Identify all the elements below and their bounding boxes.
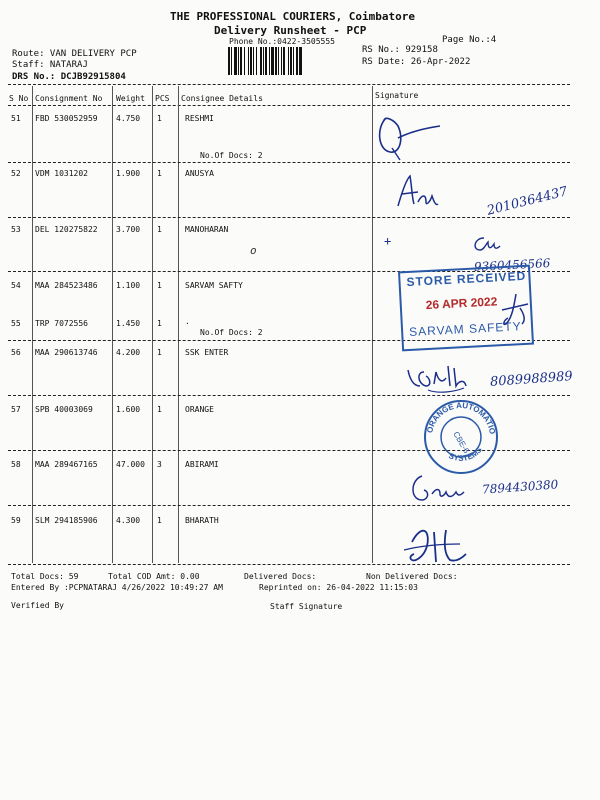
signature-scribble	[498, 290, 534, 330]
col-divider	[178, 86, 179, 563]
total-cod: Total COD Amt: 0.00	[108, 572, 200, 581]
phone-number: Phone No.:0422-3505555	[229, 37, 335, 46]
delivered-docs: Delivered Docs:	[244, 572, 317, 581]
row-pcs: 1	[157, 169, 162, 178]
handwritten-phone: 8089988989	[489, 369, 574, 390]
row-docs: No.Of Docs: 2	[200, 151, 263, 160]
row-consignment: MAA 284523486	[35, 281, 98, 290]
row-consignee: SARVAM SAFTY	[185, 281, 243, 290]
row-weight: 1.100	[116, 281, 141, 290]
row-consignment: FBD 530052959	[35, 114, 98, 123]
row-consignee: .	[185, 317, 190, 326]
document-title: Delivery Runsheet - PCP	[214, 24, 367, 37]
row-consignee: ANUSYA	[185, 169, 214, 178]
row-docs: No.Of Docs: 2	[200, 328, 263, 337]
row-separator	[8, 505, 570, 506]
route-label: Route: VAN DELIVERY PCP	[12, 49, 137, 59]
row-pcs: 1	[157, 281, 162, 290]
col-consignee: Consignee Details	[181, 94, 263, 103]
row-sno: 58	[11, 460, 21, 469]
rs-date: RS Date: 26-Apr-2022	[362, 57, 471, 67]
row-consignment: MAA 290613746	[35, 348, 98, 357]
row-pcs: 1	[157, 348, 162, 357]
pen-mark: o	[250, 244, 257, 257]
drs-number: DRS No.: DCJB92915804	[12, 72, 126, 82]
page-number: Page No.:4	[442, 35, 497, 45]
signature-scribble	[470, 234, 502, 256]
company-name: THE PROFESSIONAL COURIERS, Coimbatore	[170, 10, 416, 23]
row-sno: 59	[11, 516, 21, 525]
stamp-heading: STORE RECEIVED	[406, 268, 527, 290]
row-separator	[8, 395, 570, 396]
non-delivered-docs: Non Delivered Docs:	[366, 572, 458, 581]
staff-signature: Staff Signature	[270, 602, 343, 611]
row-weight: 47.000	[116, 460, 145, 469]
stamp-name: SARVAM SAFETY	[408, 319, 522, 339]
row-separator	[8, 217, 570, 218]
row-consignment: VDM 1031202	[35, 169, 88, 178]
row-sno: 52	[11, 169, 21, 178]
row-consignment: SPB 40003069	[35, 405, 93, 414]
stamp-date: 26 APR 2022	[425, 294, 498, 313]
col-signature: Signature	[375, 91, 419, 100]
row-consignee: ABIRAMI	[185, 460, 219, 469]
row-pcs: 3	[157, 460, 162, 469]
row-pcs: 1	[157, 319, 162, 328]
signature-scribble	[392, 172, 442, 212]
row-consignment: TRP 7072556	[35, 319, 88, 328]
row-weight: 1.900	[116, 169, 141, 178]
col-weight: Weight	[116, 94, 145, 103]
row-consignee: MANOHARAN	[185, 225, 229, 234]
svg-text:SYSTEMS: SYSTEMS	[447, 445, 484, 463]
svg-text:CBE-6: CBE-6	[451, 429, 472, 455]
row-weight: 4.200	[116, 348, 141, 357]
row-consignee: ORANGE	[185, 405, 214, 414]
svg-text:ORANGE AUTOMATION: ORANGE AUTOMATION	[419, 391, 497, 435]
entered-by: Entered By :PCPNATARAJ 4/26/2022 10:49:27 AM	[11, 583, 223, 592]
row-consignee: SSK ENTER	[185, 348, 229, 357]
signature-scribble	[400, 520, 480, 570]
handwritten-note: 9360456566	[473, 256, 551, 274]
row-separator	[8, 162, 570, 163]
row-weight: 3.700	[116, 225, 141, 234]
row-sno: 54	[11, 281, 21, 290]
row-weight: 4.750	[116, 114, 141, 123]
row-pcs: 1	[157, 114, 162, 123]
row-sno: 53	[11, 225, 21, 234]
header-rule-bottom	[8, 105, 570, 106]
row-pcs: 1	[157, 405, 162, 414]
orange-automation-seal	[419, 391, 500, 476]
row-weight: 1.600	[116, 405, 141, 414]
row-sno: 55	[11, 319, 21, 328]
row-pcs: 1	[157, 516, 162, 525]
handwritten-phone: 7894430380	[481, 477, 559, 497]
col-divider	[32, 86, 33, 563]
col-divider	[112, 86, 113, 563]
row-consignment: SLM 294185906	[35, 516, 98, 525]
row-sno: 51	[11, 114, 21, 123]
row-consignment: DEL 120275822	[35, 225, 98, 234]
row-consignee: RESHMI	[185, 114, 214, 123]
row-weight: 4.300	[116, 516, 141, 525]
row-separator	[8, 564, 570, 565]
col-pcs: PCS	[155, 94, 170, 103]
total-docs: Total Docs: 59	[11, 572, 79, 581]
col-consignment: Consignment No	[35, 94, 103, 103]
row-consignee: BHARATH	[185, 516, 219, 525]
signature-scribble	[404, 356, 470, 396]
col-divider	[152, 86, 153, 563]
row-sno: 56	[11, 348, 21, 357]
staff-label: Staff: NATARAJ	[12, 60, 88, 70]
row-sno: 57	[11, 405, 21, 414]
reprinted-on: Reprinted on: 26-04-2022 11:15:03	[259, 583, 418, 592]
handwritten-phone: 2010364437	[485, 184, 570, 219]
verified-by: Verified By	[11, 601, 64, 610]
col-sno: S No	[9, 94, 29, 103]
signature-mark: +	[384, 234, 392, 248]
header-rule-top	[8, 84, 570, 85]
rs-number: RS No.: 929158	[362, 45, 438, 55]
row-consignment: MAA 289467165	[35, 460, 98, 469]
barcode	[228, 47, 340, 75]
signature-scribble	[408, 470, 472, 510]
signature-scribble	[370, 108, 450, 164]
row-pcs: 1	[157, 225, 162, 234]
row-weight: 1.450	[116, 319, 141, 328]
